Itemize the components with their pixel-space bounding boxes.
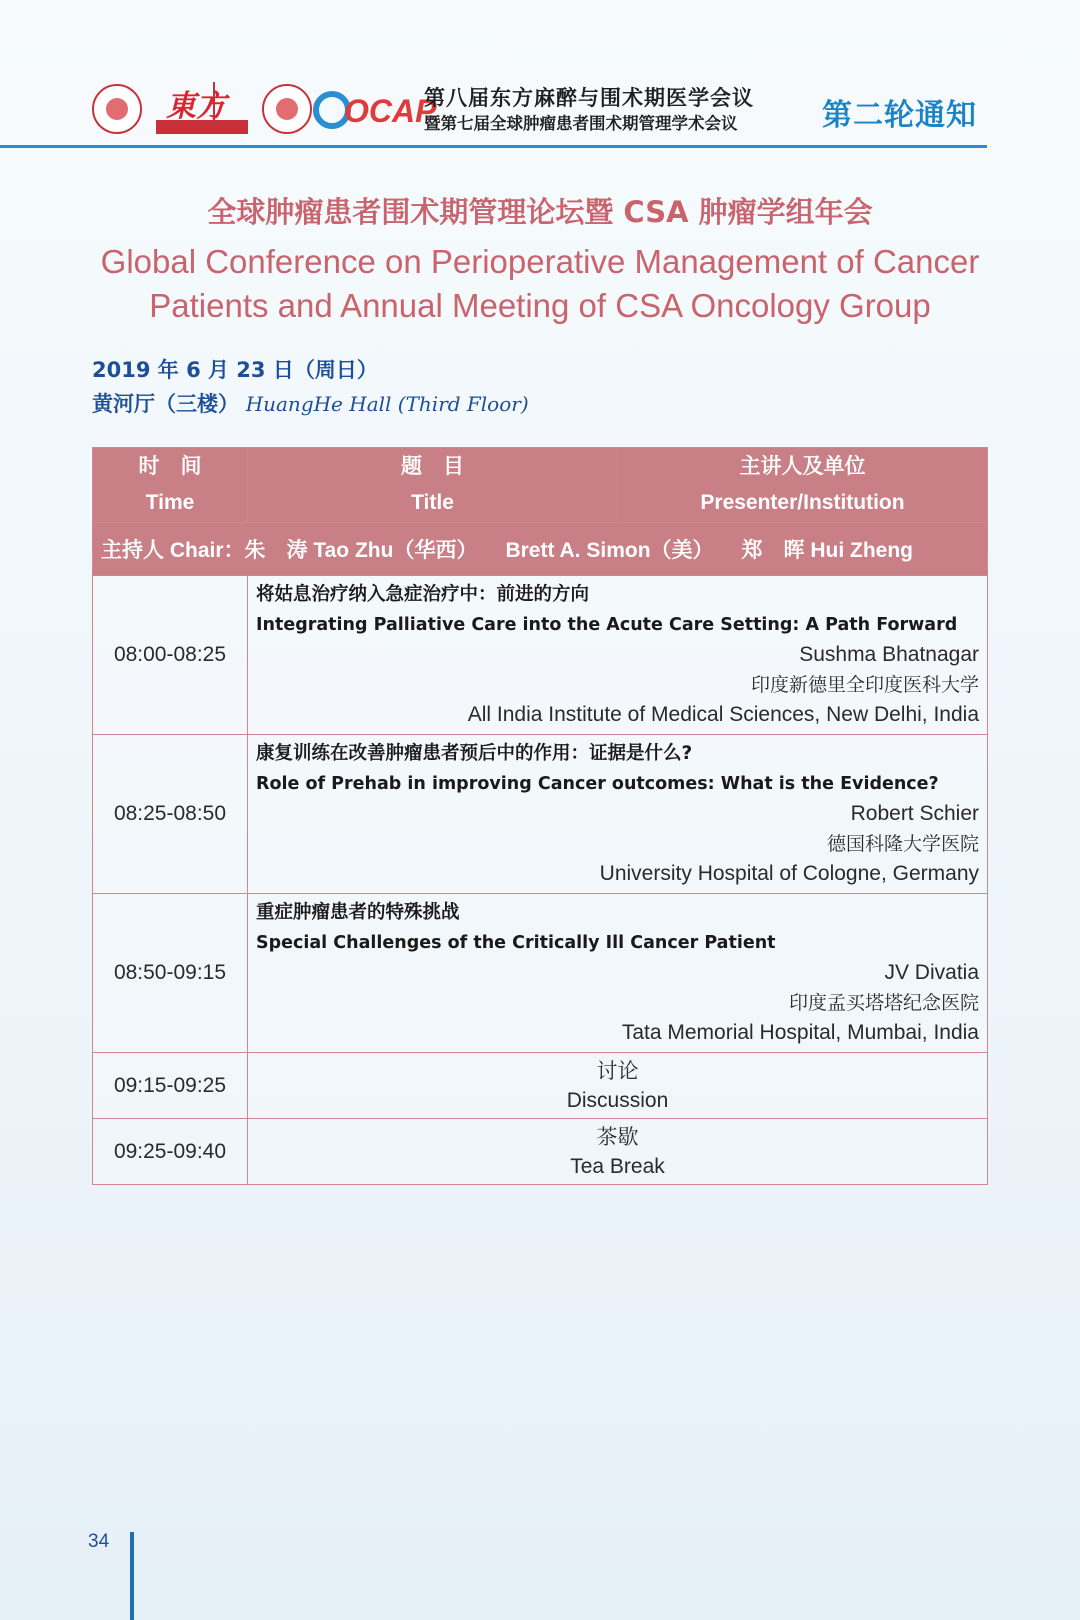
institution-en: Tata Memorial Hospital, Mumbai, India — [621, 1021, 979, 1044]
header-presenter: 主讲人及单位 Presenter/Institution — [618, 448, 988, 523]
talk-time: 08:00-08:25 — [93, 576, 248, 735]
break-label-en: Discussion — [566, 1088, 669, 1112]
table-row — [93, 1119, 988, 1185]
talk-title-cn: 将姑息治疗纳入急症治疗中：前进的方向 — [256, 584, 590, 605]
break-cell — [248, 1119, 988, 1185]
forum-title-en-line2: Patients and Annual Meeting of CSA Oncology Group — [149, 287, 931, 324]
institution-en: All India Institute of Medical Sciences, New Delhi, India — [467, 703, 979, 726]
break-label-cn: 讨论 — [596, 1058, 639, 1083]
ocap-logo — [314, 88, 437, 132]
header-logos — [92, 78, 437, 140]
conference-names — [424, 84, 754, 136]
talk-time: 08:25-08:50 — [93, 735, 248, 894]
table-row — [93, 1053, 988, 1119]
table-header-row — [93, 448, 988, 523]
header-time: 时 间 Time — [93, 448, 248, 523]
talk-title-en: Role of Prehab in improving Cancer outcomes: What is the Evidence? — [256, 774, 939, 794]
conference-name-line1: 第八届东方麻醉与围术期医学会议 — [424, 86, 754, 110]
forum-title-en — [90, 240, 990, 328]
table-row — [93, 735, 988, 894]
institution-cn: 印度新德里全印度医科大学 — [750, 674, 979, 696]
forum-title-en-line1: Global Conference on Perioperative Management of Cancer — [100, 243, 980, 280]
chair-label: 主持人 Chair： — [101, 539, 245, 562]
notice-label: 第二轮通知 — [822, 98, 977, 133]
talk-title-cn: 康复训练在改善肿瘤患者预后中的作用：证据是什么? — [256, 743, 693, 764]
table-row — [93, 576, 988, 735]
break-cell — [248, 1053, 988, 1119]
speaker-name: Robert Schier — [850, 802, 979, 825]
chair-2: Brett A. Simon（美） — [505, 539, 714, 562]
chair-row — [93, 523, 988, 576]
society-seal-logo-1 — [92, 84, 142, 134]
session-hall — [92, 388, 529, 418]
hall-name-en: HuangHe Hall (Third Floor) — [245, 392, 529, 416]
talk-cell — [248, 894, 988, 1053]
schedule-table — [92, 447, 988, 1185]
hall-name-cn: 黄河厅（三楼） — [92, 392, 239, 416]
chair-cell — [93, 523, 988, 576]
chair-3: 郑 晖 Hui Zheng — [741, 539, 914, 562]
talk-title-en: Integrating Palliative Care into the Acute Care Setting: A Path Forward — [256, 615, 958, 635]
talk-cell — [248, 576, 988, 735]
session-date: 2019 年 6 月 23 日（周日） — [92, 358, 378, 382]
talk-cell — [248, 735, 988, 894]
institution-cn: 印度孟买塔塔纪念医院 — [788, 992, 979, 1014]
speaker-name: Sushma Bhatnagar — [799, 643, 979, 666]
speaker-name: JV Divatia — [884, 961, 979, 984]
page-edge-bar — [130, 1532, 134, 1620]
forum-title-cn: 全球肿瘤患者围术期管理论坛暨 CSA 肿瘤学组年会 — [207, 195, 873, 229]
header-title: 题 目 Title — [248, 448, 618, 523]
break-time: 09:25-09:40 — [93, 1119, 248, 1185]
header-divider — [0, 145, 987, 148]
talk-time: 08:50-09:15 — [93, 894, 248, 1053]
society-seal-logo-2 — [262, 84, 312, 134]
svg-text:OCAP: OCAP — [344, 93, 437, 129]
break-time: 09:15-09:25 — [93, 1053, 248, 1119]
break-label-cn: 茶歇 — [596, 1124, 639, 1149]
page-number: 34 — [88, 1531, 110, 1552]
table-row — [93, 894, 988, 1053]
talk-title-en: Special Challenges of the Critically Ill Cancer Patient — [256, 933, 776, 953]
talk-title-cn: 重症肿瘤患者的特殊挑战 — [256, 902, 460, 923]
institution-cn: 德国科隆大学医院 — [826, 833, 979, 855]
break-label-en: Tea Break — [570, 1154, 665, 1178]
svg-text:東方: 東方 — [166, 89, 226, 124]
institution-en: University Hospital of Cologne, Germany — [599, 862, 979, 885]
dongfang-logo — [152, 78, 252, 138]
conference-name-line2: 暨第七届全球肿瘤患者围术期管理学术会议 — [424, 114, 738, 133]
chair-1: 朱 涛 Tao Zhu（华西） — [244, 539, 478, 562]
